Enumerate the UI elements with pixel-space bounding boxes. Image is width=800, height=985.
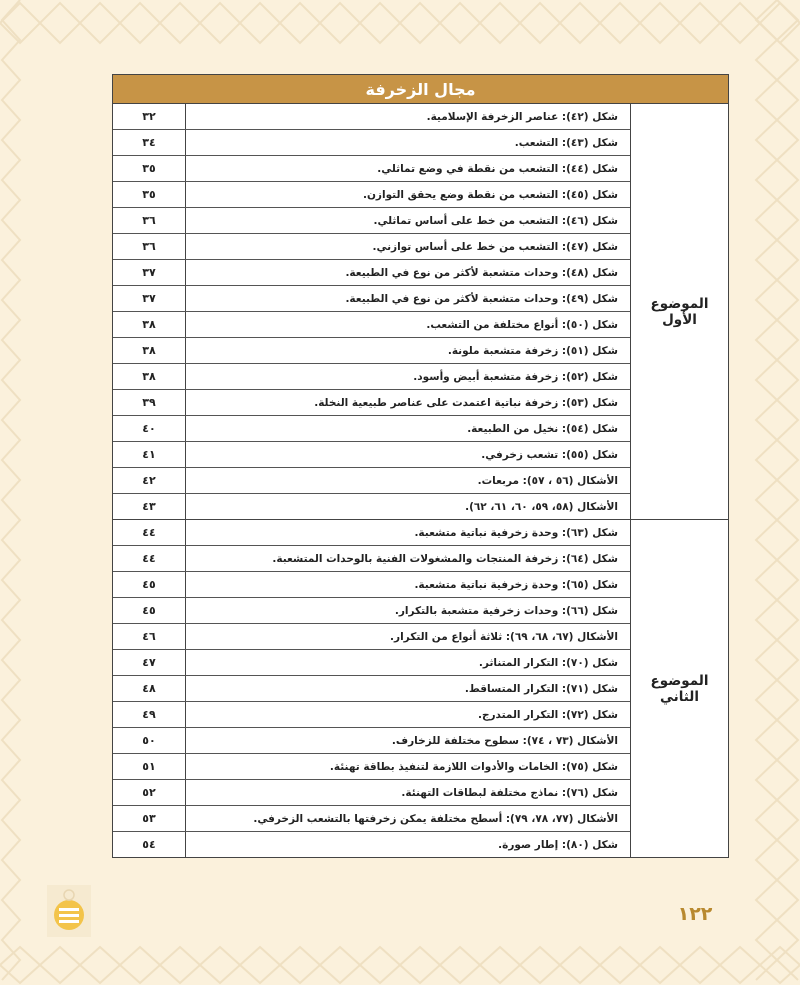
table-row [113, 546, 630, 572]
decorative-border-top [0, 0, 800, 46]
figure-page-number: ٤٢ [113, 468, 186, 493]
table-row [113, 156, 630, 182]
table-row [113, 702, 630, 728]
figure-page-number: ٤٠ [113, 416, 186, 441]
table-row [113, 754, 630, 780]
figure-page-number: ٥٠ [113, 728, 186, 753]
rows-column [113, 520, 630, 857]
figure-description: الأشكال (٥٦ ، ٥٧): مربعات. [477, 474, 618, 487]
figure-description: شكل (٧٠): التكرار المتناثر. [478, 656, 618, 669]
figure-page-number: ٤١ [113, 442, 186, 467]
figure-page-number: ٤٦ [113, 624, 186, 649]
figure-description: شكل (٥١): زخرفة متشعبة ملونة. [447, 344, 618, 357]
figure-description: شكل (٦٥): وحدة زخرفية نباتية متشعبة. [414, 578, 618, 591]
figure-description: الأشكال (٥٨، ٥٩، ٦٠، ٦١، ٦٢). [465, 500, 618, 513]
figure-page-number: ٣٨ [113, 312, 186, 337]
figure-description: شكل (٧١): التكرار المتساقط. [464, 682, 618, 695]
figure-page-number: ٤٣ [113, 494, 186, 519]
table-row [113, 442, 630, 468]
figure-page-number: ٤٥ [113, 572, 186, 597]
table-row [113, 832, 630, 857]
figure-page-number: ٣٧ [113, 260, 186, 285]
table-row [113, 806, 630, 832]
figure-description: الأشكال (٧٧، ٧٨، ٧٩): أسطح مختلفة يمكن زخرفتها بالتشعب الزخرفي. [253, 812, 618, 825]
table-row [113, 728, 630, 754]
figure-description: الأشكال (٧٣ ، ٧٤): سطوح مختلفة للزخارف. [391, 734, 618, 747]
figure-page-number: ٣٥ [113, 182, 186, 207]
table-row [113, 260, 630, 286]
figure-description: شكل (٥٥): تشعب زخرفي. [481, 448, 618, 461]
figure-description: الأشكال (٦٧، ٦٨، ٦٩): ثلاثة أنواع من التكرار. [390, 630, 618, 643]
figure-description: شكل (٥٢): زخرفة متشعبة أبيض وأسود. [413, 370, 618, 383]
table-row [113, 338, 630, 364]
decorative-border-right [754, 0, 800, 985]
figure-description: شكل (٧٥): الخامات والأدوات اللازمة لتنفيذ بطاقة تهنئة. [329, 760, 618, 773]
figure-description: شكل (٤٢): عناصر الزخرفة الإسلامية. [426, 110, 618, 123]
table-row [113, 416, 630, 442]
figure-page-number: ٤٥ [113, 598, 186, 623]
table-title: مجال الزخرفة [113, 75, 728, 104]
decorative-border-bottom [0, 945, 800, 985]
figure-description: شكل (٤٥): التشعب من نقطة وضع يحقق التوازن. [362, 188, 618, 201]
figure-page-number: ٥٢ [113, 780, 186, 805]
figure-description: شكل (٧٦): نماذج مختلفة لبطاقات التهنئة. [401, 786, 618, 799]
figures-index-table [112, 74, 729, 858]
table-row [113, 208, 630, 234]
figure-description: شكل (٤٣): التشعب. [514, 136, 618, 149]
table-group [113, 104, 728, 520]
figure-page-number: ٥٤ [113, 832, 186, 857]
table-row [113, 182, 630, 208]
topic-label: الموضوع الأول [630, 104, 728, 519]
table-row [113, 130, 630, 156]
figure-description: شكل (٦٦): وحدات زخرفية متشعبة بالتكرار. [394, 604, 618, 617]
table-group [113, 520, 728, 857]
figure-page-number: ٣٧ [113, 286, 186, 311]
decorative-border-left [0, 0, 40, 985]
figure-description: شكل (٤٦): التشعب من خط على أساس تماثلي. [373, 214, 618, 227]
page-number: ١٢٢ [677, 903, 713, 925]
figure-page-number: ٤٩ [113, 702, 186, 727]
table-row [113, 676, 630, 702]
table-row [113, 572, 630, 598]
figure-description: شكل (٥٤): نخيل من الطبيعة. [467, 422, 618, 435]
figure-page-number: ٤٨ [113, 676, 186, 701]
figure-page-number: ٣٤ [113, 130, 186, 155]
table-row [113, 520, 630, 546]
figure-page-number: ٣٢ [113, 104, 186, 129]
figure-description: شكل (٦٣): وحدة زخرفية نباتية متشعبة. [414, 526, 618, 539]
figure-description: شكل (٥٠): أنواع مختلفة من التشعب. [426, 318, 618, 331]
figure-page-number: ٥٣ [113, 806, 186, 831]
table-row [113, 312, 630, 338]
figure-description: شكل (٤٩): وحدات متشعبة لأكثر من نوع في الطبيعة. [345, 292, 618, 305]
figure-description: شكل (٧٢): التكرار المتدرج. [477, 708, 618, 721]
table-row [113, 104, 630, 130]
figure-description: شكل (٦٤): زخرفة المنتجات والمشغولات الفنية بالوحدات المتشعبة. [272, 552, 618, 565]
figure-page-number: ٣٨ [113, 338, 186, 363]
figure-page-number: ٤٤ [113, 546, 186, 571]
table-body [113, 104, 728, 857]
rows-column [113, 104, 630, 519]
table-row [113, 624, 630, 650]
figure-page-number: ٤٧ [113, 650, 186, 675]
table-row [113, 780, 630, 806]
figure-description: شكل (٤٨): وحدات متشعبة لأكثر من نوع في الطبيعة. [345, 266, 618, 279]
figure-page-number: ٣٨ [113, 364, 186, 389]
figure-page-number: ٥١ [113, 754, 186, 779]
table-row [113, 390, 630, 416]
figure-page-number: ٣٦ [113, 234, 186, 259]
figure-description: شكل (٤٤): التشعب من نقطة في وضع تماثلي. [377, 162, 618, 175]
table-row [113, 598, 630, 624]
figure-page-number: ٣٦ [113, 208, 186, 233]
table-row [113, 468, 630, 494]
figure-page-number: ٣٩ [113, 390, 186, 415]
figure-page-number: ٣٥ [113, 156, 186, 181]
table-row [113, 364, 630, 390]
figure-description: شكل (٨٠): إطار صورة. [498, 838, 618, 851]
figure-page-number: ٤٤ [113, 520, 186, 545]
table-row [113, 494, 630, 519]
figure-description: شكل (٤٧): التشعب من خط على أساس توازني. [372, 240, 618, 253]
table-row [113, 286, 630, 312]
topic-label: الموضوع الثاني [630, 520, 728, 857]
table-row [113, 650, 630, 676]
publisher-logo-icon [47, 885, 91, 937]
figure-description: شكل (٥٣): زخرفة نباتية اعتمدت على عناصر طبيعية النخلة. [314, 396, 618, 409]
table-row [113, 234, 630, 260]
